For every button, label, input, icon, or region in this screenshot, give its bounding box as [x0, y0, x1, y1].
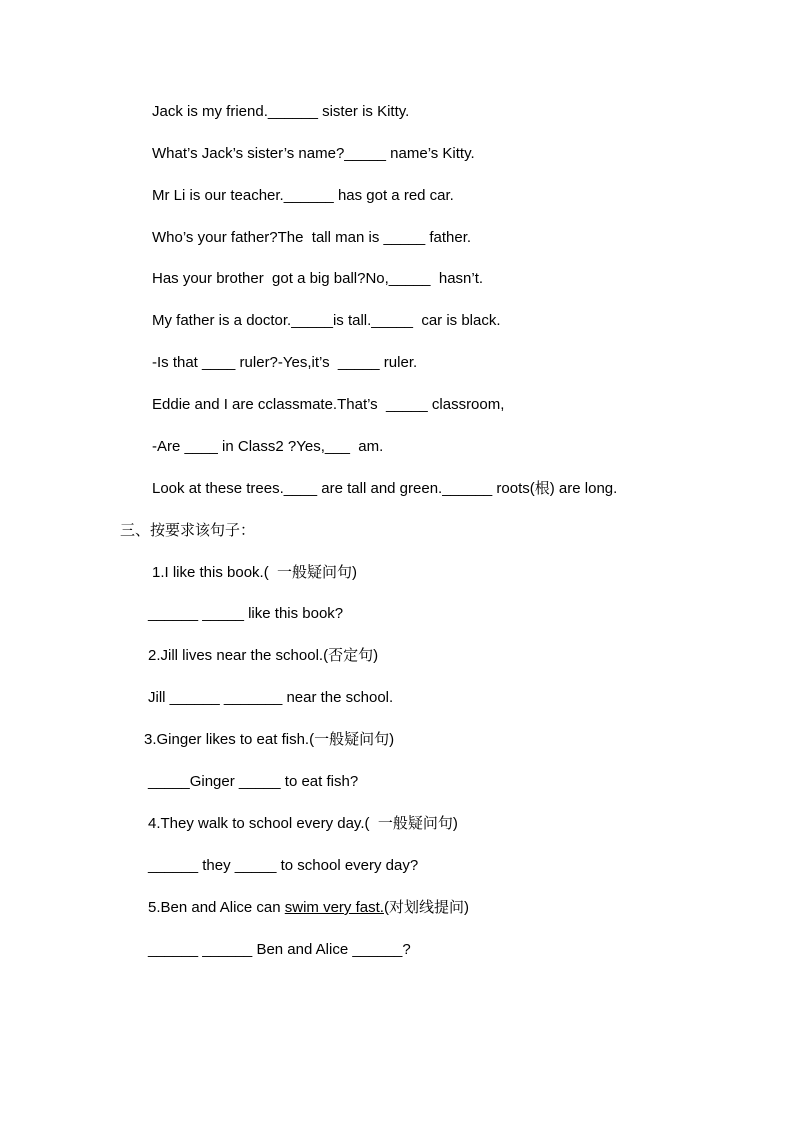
- question-1-prompt: 1.I like this book.( 一般疑问句): [152, 564, 358, 581]
- question-3-prompt: 3.Ginger likes to eat fish.(一般疑问句): [144, 731, 395, 748]
- exercise-item-5: Has your brother got a big ball?No,_____ hasn’t.: [152, 270, 484, 287]
- exercise-item-6: My father is a doctor._____is tall._____ car is black.: [152, 312, 501, 329]
- question-5-answer: ______ ______ Ben and Alice ______?: [148, 941, 411, 958]
- question-5-underlined-phrase: swim very fast.: [284, 899, 384, 916]
- question-5-prompt-end: (对划线提问): [383, 899, 469, 916]
- question-2-answer: Jill ______ _______ near the school.: [148, 689, 394, 706]
- question-2-prompt: 2.Jill lives near the school.(否定句): [148, 647, 379, 664]
- exercise-item-7: -Is that ____ ruler?-Yes,it’s _____ ruler.: [152, 354, 418, 371]
- question-4-answer: ______ they _____ to school every day?: [148, 857, 419, 874]
- exercise-item-3: Mr Li is our teacher.______ has got a red car.: [152, 187, 454, 204]
- exercise-item-9: -Are ____ in Class2 ?Yes,___ am.: [152, 438, 384, 455]
- question-3-answer: _____Ginger _____ to eat fish?: [148, 773, 359, 790]
- question-4-prompt: 4.They walk to school every day.( 一般疑问句): [148, 815, 458, 832]
- section-heading: 三、按要求该句子：: [120, 522, 256, 539]
- question-5-prompt-start: 5.Ben and Alice can: [148, 899, 285, 916]
- exercise-item-10: Look at these trees.____ are tall and green.______ roots(根) are long.: [152, 480, 618, 497]
- exercise-item-1: Jack is my friend.______ sister is Kitty.: [152, 103, 410, 120]
- question-5-prompt: [148, 898, 469, 918]
- exercise-item-2: What’s Jack’s sister’s name?_____ name’s Kitty.: [152, 145, 475, 162]
- exercise-item-4: Who’s your father?The tall man is _____ father.: [152, 229, 472, 246]
- exercise-item-8: Eddie and I are cclassmate.That’s _____ classroom,: [152, 396, 505, 413]
- question-1-answer: ______ _____ like this book?: [148, 605, 344, 622]
